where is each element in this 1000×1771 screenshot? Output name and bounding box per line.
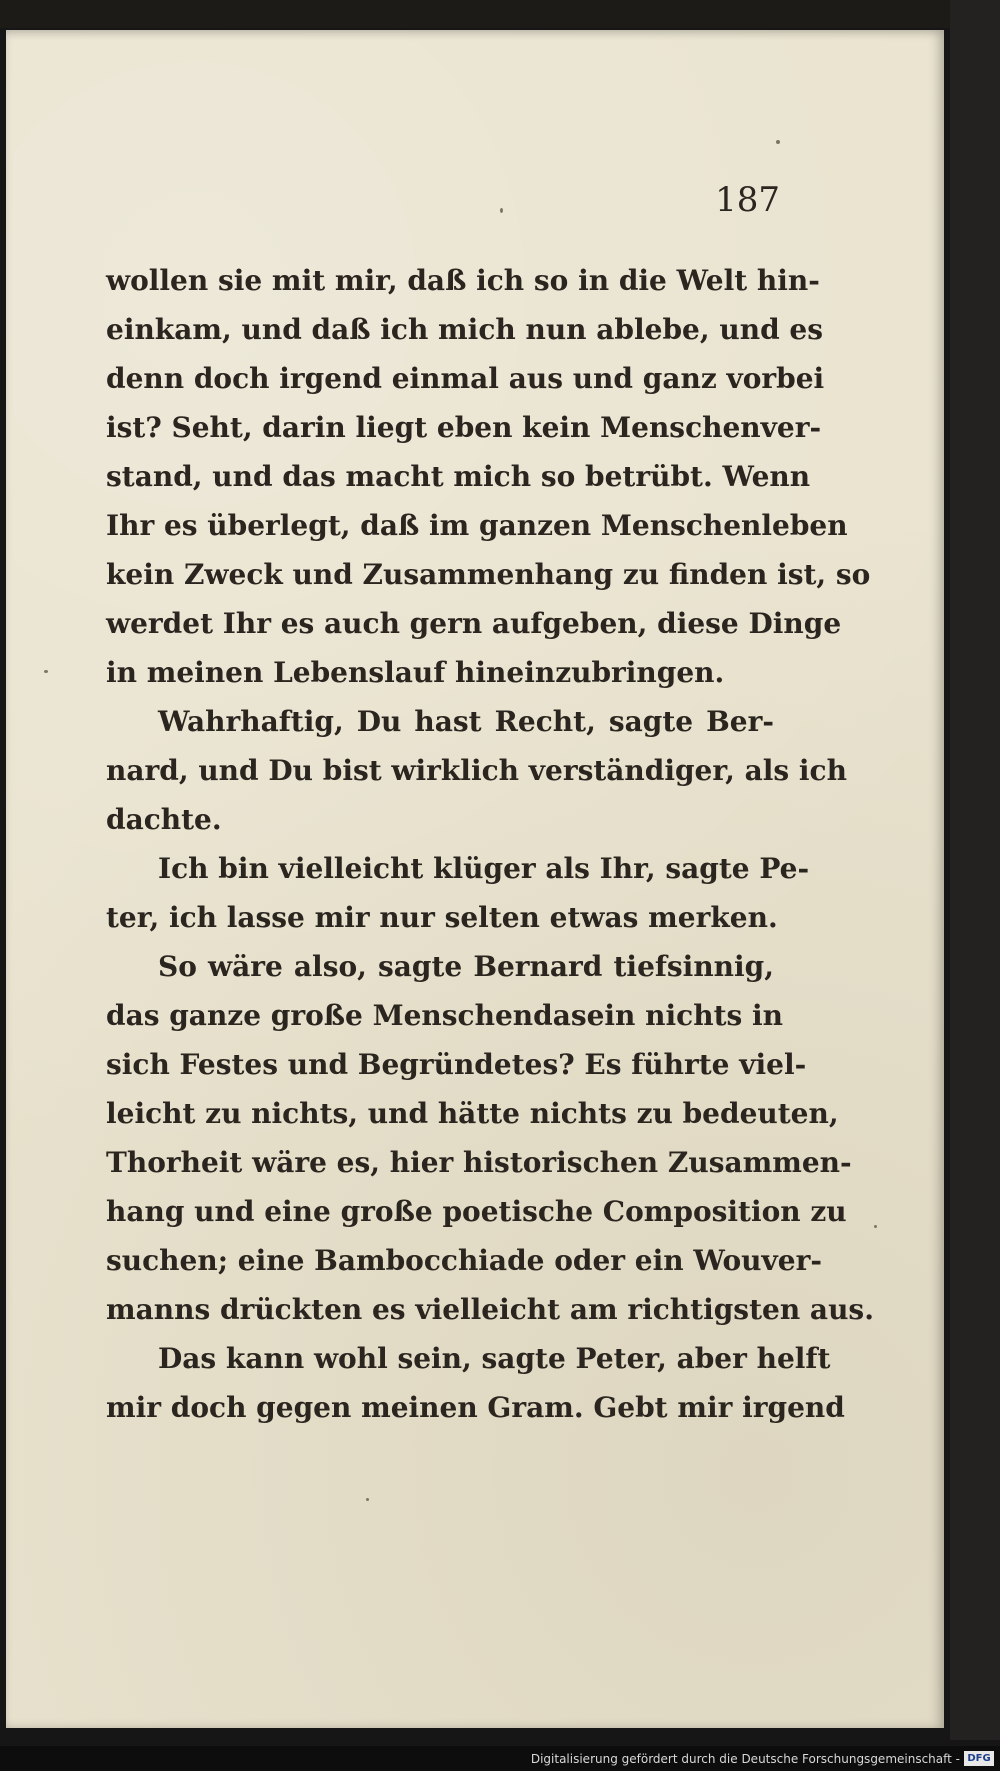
text-line: hang und eine große poetische Composition zu <box>106 1195 847 1228</box>
text-line: leicht zu nichts, und hätte nichts zu bedeuten, <box>106 1097 839 1130</box>
text-line: kein Zweck und Zusammenhang zu finden ist, so <box>106 558 871 591</box>
text-line: einkam, und daß ich mich nun ablebe, und es <box>106 313 823 346</box>
text-line: Thorheit wäre es, hier historischen Zusammen- <box>106 1146 852 1179</box>
text-line: ter, ich lasse mir nur selten etwas merken. <box>106 901 778 934</box>
scan-right-border <box>950 0 1000 1740</box>
text-line: So wäre also, sagte Bernard tiefsinnig, <box>158 950 774 983</box>
text-line: werdet Ihr es auch gern aufgeben, diese Dinge <box>106 607 842 640</box>
text-line: Ich bin vielleicht klüger als Ihr, sagte Pe- <box>158 852 810 885</box>
text-line: manns drückten es vielleicht am richtigsten aus. <box>106 1293 874 1326</box>
text-line: Ihr es überlegt, daß im ganzen Menschenleben <box>106 509 848 542</box>
page-number: 187 <box>715 180 780 220</box>
text-line: nard, und Du bist wirklich verständiger, als ich <box>106 754 847 787</box>
text-line: mir doch gegen meinen Gram. Gebt mir irgend <box>106 1391 845 1424</box>
text-line: Wahrhaftig, Du hast Recht, sagte Ber- <box>158 705 774 738</box>
paper-speck <box>874 1225 877 1228</box>
text-line: dachte. <box>106 803 222 836</box>
text-line: denn doch irgend einmal aus und ganz vorbei <box>106 362 825 395</box>
text-line: wollen sie mit mir, daß ich so in die Welt hin- <box>106 264 820 297</box>
text-line: Das kann wohl sein, sagte Peter, aber helft <box>158 1342 831 1375</box>
paper-speck <box>776 140 780 144</box>
page-body-text <box>106 256 874 1432</box>
funding-credit: Digitalisierung gefördert durch die Deutsche Forschungsgemeinschaft - <box>530 1752 960 1766</box>
paper-speck <box>366 1498 369 1501</box>
text-line: in meinen Lebenslauf hineinzubringen. <box>106 656 725 689</box>
text-line: ist? Seht, darin liegt eben kein Menschenver- <box>106 411 822 444</box>
text-line: das ganze große Menschendasein nichts in <box>106 999 784 1032</box>
text-line: stand, und das macht mich so betrübt. Wenn <box>106 460 811 493</box>
scan-top-border <box>0 0 1000 28</box>
dfg-logo: DFG <box>964 1751 994 1766</box>
text-line: sich Festes und Begründetes? Es führte viel- <box>106 1048 807 1081</box>
paper-speck <box>500 208 503 213</box>
text-line: suchen; eine Bambocchiade oder ein Wouver- <box>106 1244 822 1277</box>
paper-speck <box>44 670 48 673</box>
